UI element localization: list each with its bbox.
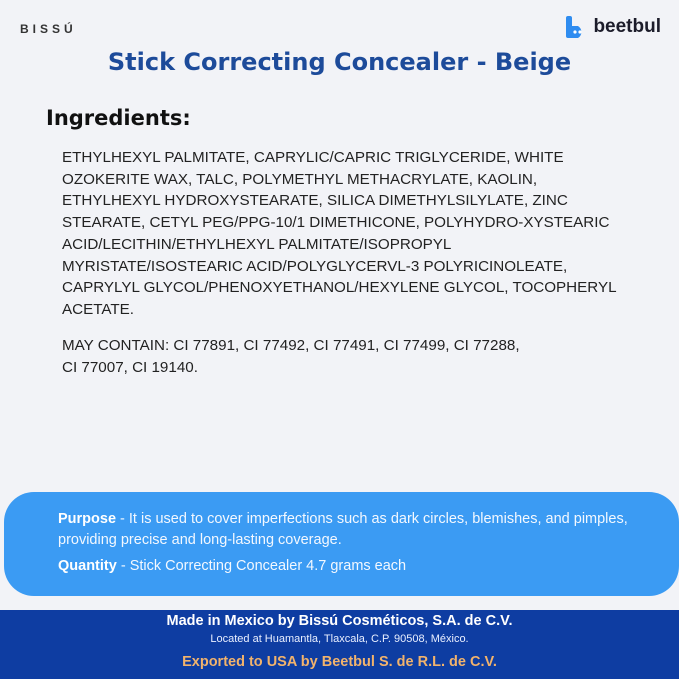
made-in-text: Made in Mexico by Bissú Cosméticos, S.A. de C.V. bbox=[166, 613, 513, 629]
footer bbox=[0, 610, 679, 679]
location-text: Located at Huamantla, Tlaxcala, C.P. 90508, México. bbox=[210, 633, 469, 645]
ingredients-list: ETHYLHEXYL PALMITATE, CAPRYLIC/CAPRIC TRIGLYCERIDE, WHITE OZOKERITE WAX, TALC, POLYMETHYL METHACRYLATE, KAOLIN, ETHYLHEXYL HYDROXYSTEARATE, SILICA DIMETHYLSILYLATE, ZINC STEARATE, CETYL PEG/PPG-10/1 DIMETHICONE, POLYHYDRO-XYSTEARIC ACID/LECITHIN/ETHYLHEXYL PALMITATE/ISOPROPYL MYRISTATE/ISOSTEARIC ACID/POLYGLYCERVL-3 POLYRICINOLEATE, CAPRYLYL GLYCOL/PHENOXYETHANOL/HEXYLENE GLYCOL, TOCOPHERYL ACETATE. bbox=[62, 149, 617, 318]
may-contain-list: MAY CONTAIN: CI 77891, CI 77492, CI 77491, CI 77499, CI 77288, CI 77007, CI 19140. bbox=[62, 337, 520, 376]
quantity-text: - Stick Correcting Concealer 4.7 grams each bbox=[116, 558, 407, 574]
info-panel bbox=[4, 492, 679, 596]
purpose-label: Purpose bbox=[58, 511, 117, 527]
beetbul-logo bbox=[565, 14, 661, 40]
quantity-label: Quantity bbox=[58, 558, 117, 574]
exported-text: Exported to USA by Beetbul S. de R.L. de C.V. bbox=[182, 654, 497, 670]
ingredients-heading: Ingredients: bbox=[46, 106, 191, 130]
beetbul-wordmark: beetbul bbox=[593, 16, 661, 37]
bissu-logo: BISSÚ bbox=[20, 22, 77, 36]
product-title: Stick Correcting Concealer - Beige bbox=[107, 48, 572, 76]
purpose-row bbox=[58, 509, 643, 551]
beetbul-logo-icon bbox=[565, 14, 587, 40]
purpose-text: - It is used to cover imperfections such as dark circles, blemishes, and pimples, providing precise and long-lasting coverage. bbox=[58, 511, 628, 548]
quantity-row bbox=[58, 556, 643, 577]
